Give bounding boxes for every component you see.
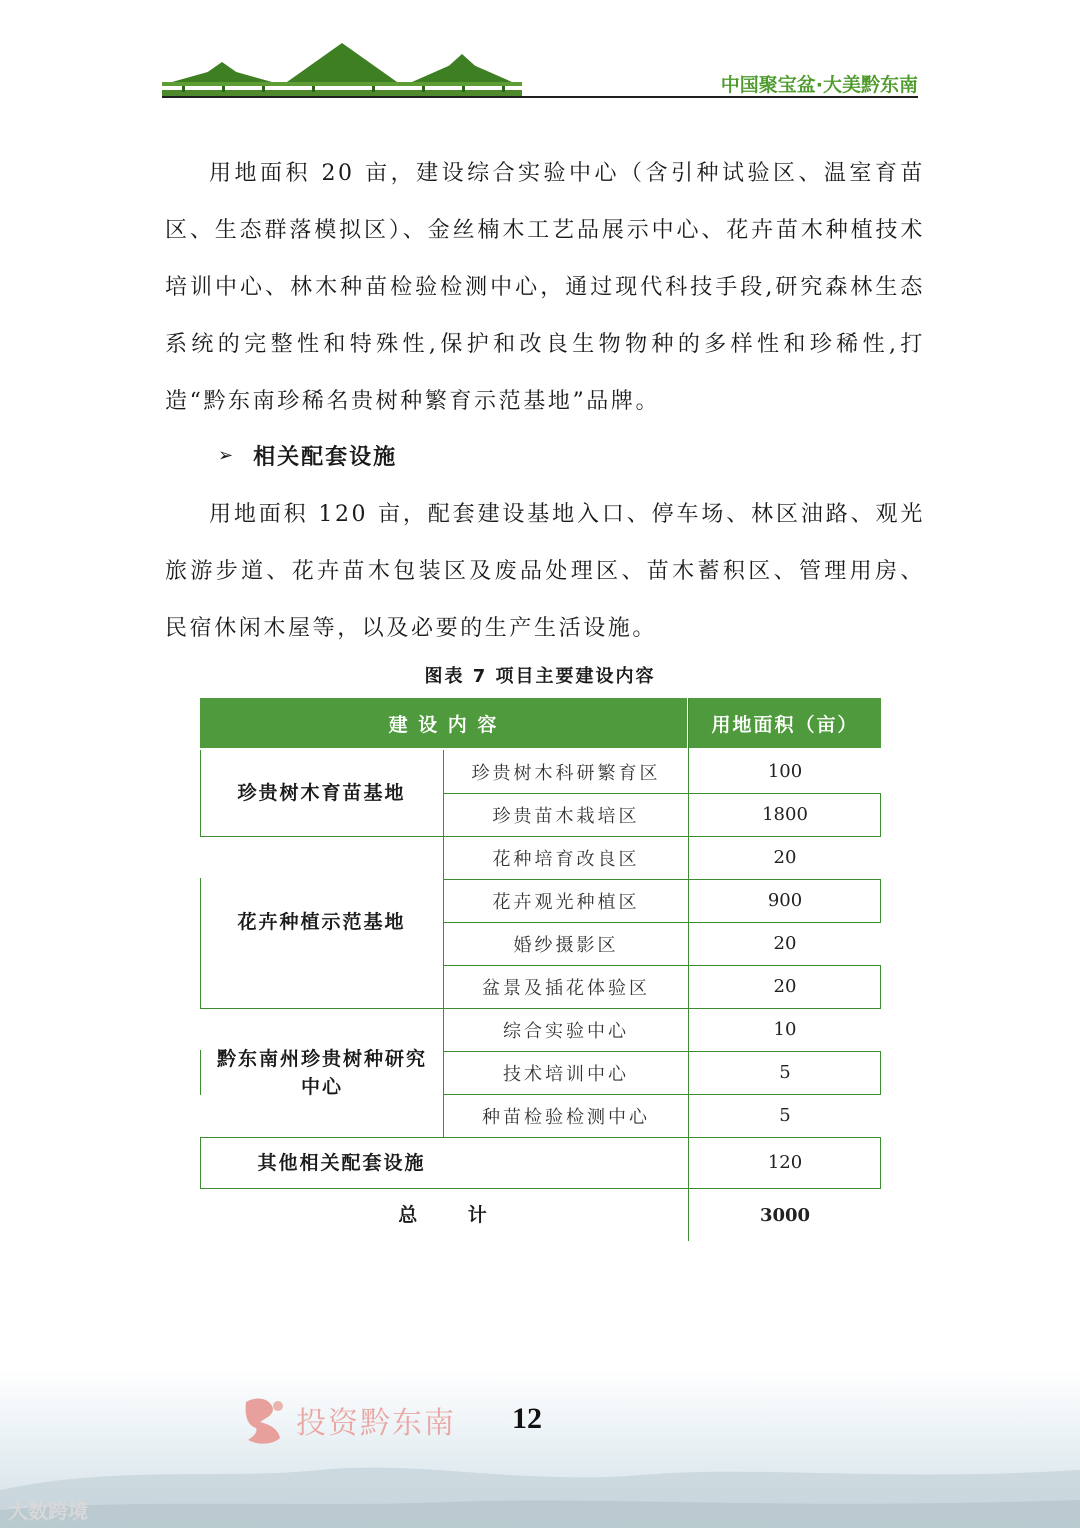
footer-landscape-band — [0, 1370, 1080, 1528]
row-area: 100 — [767, 761, 803, 782]
page-number: 12 — [512, 1402, 542, 1435]
row-item: 种苗检验检测中心 — [482, 1106, 650, 1128]
table-grid-line — [444, 965, 881, 966]
other-facilities-name: 其他相关配套设施 — [257, 1151, 426, 1174]
watermark-text: 大数跨境 — [8, 1499, 88, 1523]
table-grid-line — [443, 750, 444, 1137]
calligraphy-seal-icon — [238, 1392, 290, 1448]
section-heading — [218, 440, 397, 471]
table-grid-line — [200, 750, 201, 837]
mountain-silhouette — [0, 1370, 1080, 1528]
total-label: 总 计 — [398, 1204, 489, 1226]
other-facilities-area: 120 — [767, 1152, 803, 1173]
row-area: 900 — [767, 890, 803, 911]
page-header — [162, 38, 918, 100]
table-grid-line — [444, 879, 881, 880]
header-slogan: 中国聚宝盆·大美黔东南 — [720, 74, 918, 96]
footer-logo — [238, 1392, 456, 1448]
paragraph-lab-center: 用地面积 20 亩，建设综合实验中心（含引种试验区、温室育苗区、生态群落模拟区）、金丝楠木工艺品展示中心、花卉苗木种植技术培训中心、林木种苗检验检测中心，通过现代科技手段,研究森林生态系统的完整性和特殊性,保护和改良生物物种的多样性和珍稀性,打造“黔东南珍稀名贵树种繁育示范基地”品牌。 — [165, 161, 925, 414]
row-item: 花卉观光种植区 — [492, 891, 640, 913]
table-grid-line — [880, 1137, 881, 1188]
table-grid-line — [444, 1051, 881, 1052]
arrow-bullet-icon: ➢ — [218, 445, 236, 466]
table-grid-line — [444, 1094, 881, 1095]
row-item: 综合实验中心 — [503, 1020, 629, 1042]
header-content: 建 设 内 容 — [200, 698, 687, 748]
table-grid-line — [200, 1008, 881, 1009]
row-item: 盆景及插花体验区 — [482, 977, 650, 999]
row-area: 20 — [773, 976, 797, 997]
table-grid-line — [200, 1137, 881, 1138]
table-grid-line — [200, 836, 881, 837]
header-divider — [162, 96, 918, 98]
row-area: 20 — [773, 933, 797, 954]
table-grid-line — [200, 1050, 201, 1095]
row-area: 10 — [773, 1019, 797, 1040]
row-item: 珍贵树木科研繁育区 — [471, 762, 661, 784]
row-item: 花种培育改良区 — [492, 848, 640, 870]
header-area: 用地面积（亩） — [689, 698, 881, 748]
row-item: 技术培训中心 — [503, 1063, 629, 1085]
table-grid-line — [200, 878, 201, 1008]
table-caption: 图表 7 项目主要建设内容 — [424, 666, 656, 687]
row-area: 20 — [773, 847, 797, 868]
row-item: 珍贵苗木栽培区 — [492, 805, 640, 827]
row-area: 5 — [779, 1062, 791, 1083]
group-name: 黔东南州珍贵树种研究中心 — [216, 1048, 427, 1098]
table-grid-line — [880, 879, 881, 922]
row-area: 1800 — [762, 804, 808, 825]
table-grid-line — [200, 1137, 201, 1188]
table-grid-line — [444, 793, 881, 794]
row-item: 婚纱摄影区 — [513, 934, 619, 956]
row-area: 5 — [779, 1105, 791, 1126]
table-grid-line — [688, 698, 689, 1241]
table-grid-line — [200, 1188, 881, 1189]
table-grid-line — [880, 1051, 881, 1094]
total-area: 3000 — [759, 1204, 811, 1226]
watermark — [8, 1495, 88, 1524]
table-grid-line — [880, 965, 881, 1008]
group-name: 珍贵树木育苗基地 — [237, 782, 406, 804]
section-heading-text: 相关配套设施 — [253, 445, 398, 470]
group-name: 花卉种植示范基地 — [237, 911, 406, 933]
paragraph-supporting-facilities: 用地面积 120 亩，配套建设基地入口、停车场、林区油路、观光旅游步道、花卉苗木包装区及废品处理区、苗木蓄积区、管理用房、民宿休闲木屋等，以及必要的生产生活设施。 — [165, 502, 925, 641]
footer-brand: 投资黔东南 — [296, 1406, 456, 1441]
drum-tower-bridge-illustration — [162, 38, 522, 98]
table-grid-line — [880, 793, 881, 836]
table-grid-line — [444, 922, 881, 923]
